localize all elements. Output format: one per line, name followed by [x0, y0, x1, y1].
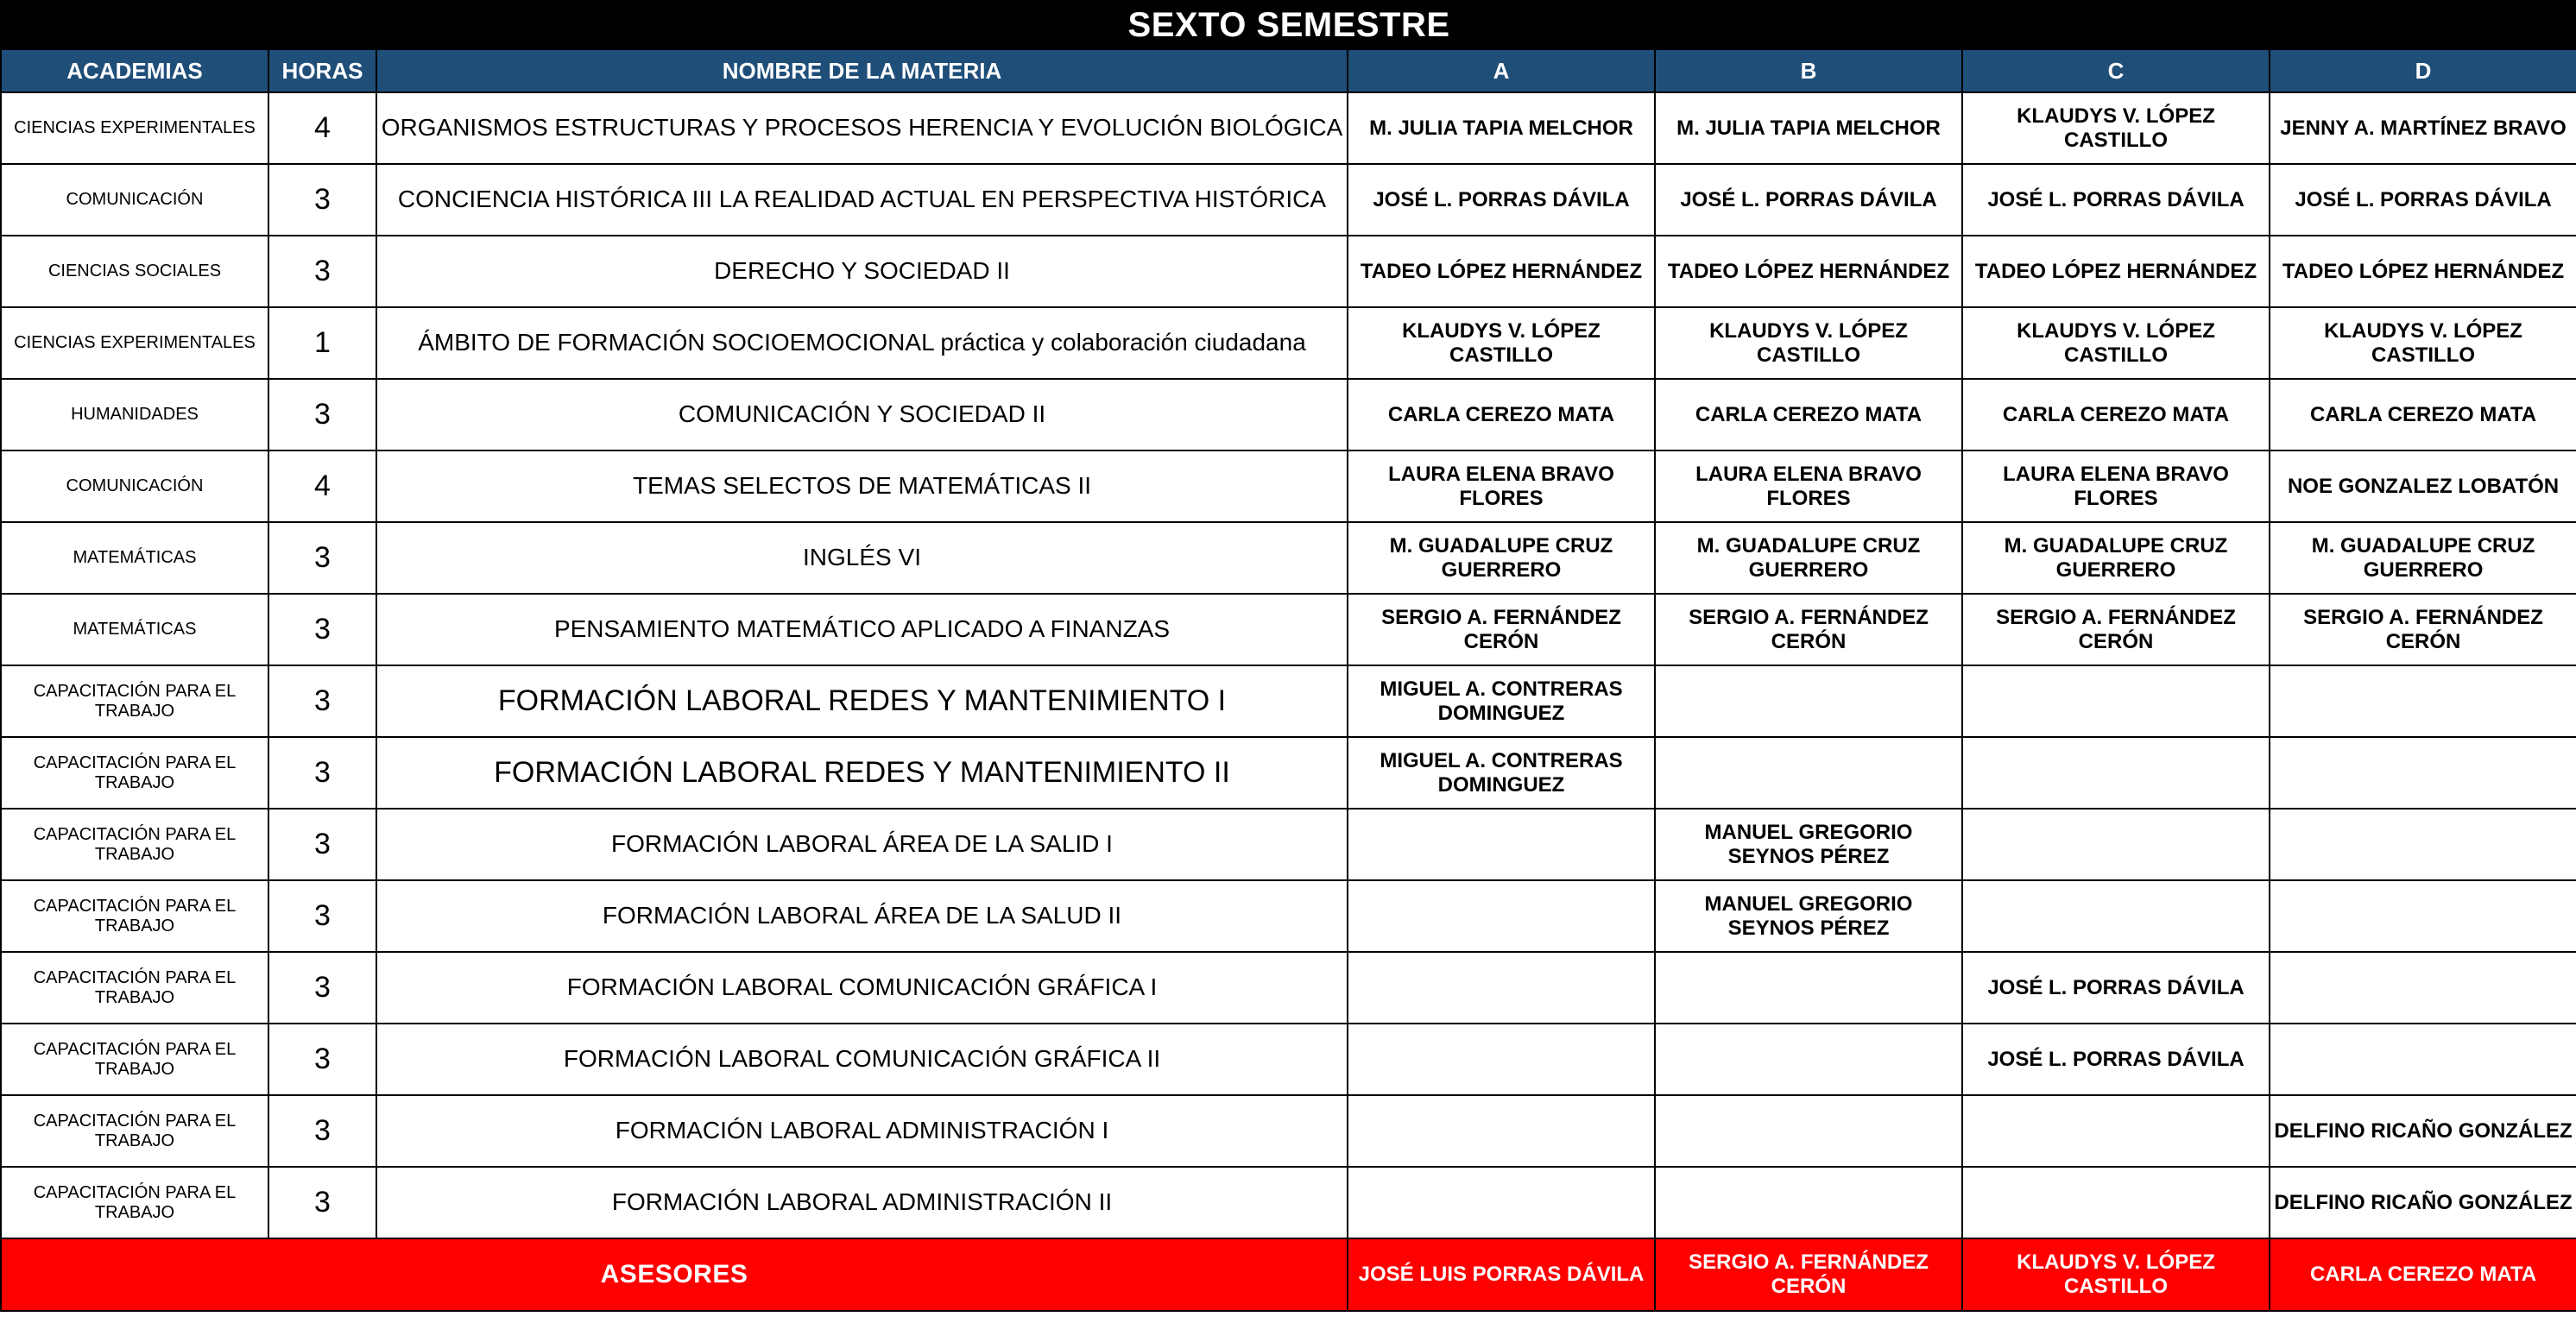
- cell-academia: CIENCIAS SOCIALES: [1, 236, 268, 307]
- table-row: [1, 522, 2576, 594]
- cell-academia: MATEMÁTICAS: [1, 594, 268, 665]
- cell-teacher-d: CARLA CEREZO MATA: [2270, 379, 2576, 450]
- cell-teacher-d: JOSÉ L. PORRAS DÁVILA: [2270, 164, 2576, 236]
- asesores-row: [1, 1238, 2576, 1311]
- cell-horas: 3: [268, 1024, 376, 1095]
- column-header-materia: NOMBRE DE LA MATERIA: [376, 49, 1348, 92]
- table-row: [1, 92, 2576, 164]
- cell-horas: 4: [268, 450, 376, 522]
- cell-horas: 4: [268, 92, 376, 164]
- cell-teacher-d: DELFINO RICAÑO GONZÁLEZ: [2270, 1095, 2576, 1167]
- cell-teacher-b: SERGIO A. FERNÁNDEZ CERÓN: [1655, 594, 1962, 665]
- cell-academia: COMUNICACIÓN: [1, 164, 268, 236]
- cell-teacher-a: MIGUEL A. CONTRERAS DOMINGUEZ: [1348, 665, 1655, 737]
- cell-academia: MATEMÁTICAS: [1, 522, 268, 594]
- cell-teacher-b: KLAUDYS V. LÓPEZ CASTILLO: [1655, 307, 1962, 379]
- cell-materia: FORMACIÓN LABORAL REDES Y MANTENIMIENTO II: [376, 737, 1348, 809]
- cell-teacher-b: MANUEL GREGORIO SEYNOS PÉREZ: [1655, 880, 1962, 952]
- cell-teacher-b: [1655, 665, 1962, 737]
- cell-academia: CAPACITACIÓN PARA EL TRABAJO: [1, 1095, 268, 1167]
- table-row: [1, 379, 2576, 450]
- cell-teacher-c: [1962, 880, 2270, 952]
- cell-teacher-a: LAURA ELENA BRAVO FLORES: [1348, 450, 1655, 522]
- cell-teacher-a: [1348, 880, 1655, 952]
- cell-academia: CIENCIAS EXPERIMENTALES: [1, 92, 268, 164]
- cell-teacher-c: JOSÉ L. PORRAS DÁVILA: [1962, 952, 2270, 1024]
- cell-teacher-c: [1962, 1167, 2270, 1238]
- table-row: [1, 880, 2576, 952]
- table-row: [1, 1095, 2576, 1167]
- asesor-grupo-d: CARLA CEREZO MATA: [2270, 1238, 2576, 1311]
- cell-teacher-a: [1348, 1095, 1655, 1167]
- column-header-grupo-a: A: [1348, 49, 1655, 92]
- cell-teacher-c: LAURA ELENA BRAVO FLORES: [1962, 450, 2270, 522]
- asesor-grupo-a: JOSÉ LUIS PORRAS DÁVILA: [1348, 1238, 1655, 1311]
- cell-horas: 3: [268, 1167, 376, 1238]
- asesores-label: ASESORES: [1, 1238, 1348, 1311]
- cell-teacher-c: KLAUDYS V. LÓPEZ CASTILLO: [1962, 92, 2270, 164]
- cell-teacher-d: [2270, 880, 2576, 952]
- cell-horas: 3: [268, 809, 376, 880]
- column-header-grupo-c: C: [1962, 49, 2270, 92]
- cell-materia: FORMACIÓN LABORAL ÁREA DE LA SALID I: [376, 809, 1348, 880]
- cell-academia: CAPACITACIÓN PARA EL TRABAJO: [1, 1167, 268, 1238]
- cell-teacher-c: [1962, 809, 2270, 880]
- cell-horas: 3: [268, 522, 376, 594]
- cell-materia: TEMAS SELECTOS DE MATEMÁTICAS II: [376, 450, 1348, 522]
- cell-teacher-a: M. GUADALUPE CRUZ GUERRERO: [1348, 522, 1655, 594]
- cell-teacher-b: [1655, 1095, 1962, 1167]
- cell-materia: PENSAMIENTO MATEMÁTICO APLICADO A FINANZAS: [376, 594, 1348, 665]
- cell-teacher-c: KLAUDYS V. LÓPEZ CASTILLO: [1962, 307, 2270, 379]
- cell-teacher-b: [1655, 1024, 1962, 1095]
- asesor-grupo-b: SERGIO A. FERNÁNDEZ CERÓN: [1655, 1238, 1962, 1311]
- cell-materia: INGLÉS VI: [376, 522, 1348, 594]
- cell-teacher-a: TADEO LÓPEZ HERNÁNDEZ: [1348, 236, 1655, 307]
- cell-teacher-b: CARLA CEREZO MATA: [1655, 379, 1962, 450]
- cell-teacher-b: [1655, 737, 1962, 809]
- cell-teacher-b: M. JULIA TAPIA MELCHOR: [1655, 92, 1962, 164]
- cell-teacher-a: JOSÉ L. PORRAS DÁVILA: [1348, 164, 1655, 236]
- cell-teacher-a: [1348, 952, 1655, 1024]
- table-row: [1, 952, 2576, 1024]
- cell-teacher-a: M. JULIA TAPIA MELCHOR: [1348, 92, 1655, 164]
- table-row: [1, 809, 2576, 880]
- cell-teacher-c: JOSÉ L. PORRAS DÁVILA: [1962, 164, 2270, 236]
- cell-materia: FORMACIÓN LABORAL COMUNICACIÓN GRÁFICA I: [376, 952, 1348, 1024]
- cell-teacher-b: M. GUADALUPE CRUZ GUERRERO: [1655, 522, 1962, 594]
- cell-horas: 3: [268, 164, 376, 236]
- cell-materia: ÁMBITO DE FORMACIÓN SOCIOEMOCIONAL práctica y colaboración ciudadana: [376, 307, 1348, 379]
- cell-horas: 3: [268, 594, 376, 665]
- cell-teacher-d: M. GUADALUPE CRUZ GUERRERO: [2270, 522, 2576, 594]
- cell-teacher-a: [1348, 1024, 1655, 1095]
- cell-teacher-c: [1962, 665, 2270, 737]
- schedule-body: [1, 92, 2576, 1238]
- cell-teacher-d: JENNY A. MARTÍNEZ BRAVO: [2270, 92, 2576, 164]
- table-row: [1, 236, 2576, 307]
- cell-materia: FORMACIÓN LABORAL COMUNICACIÓN GRÁFICA II: [376, 1024, 1348, 1095]
- column-header-horas: HORAS: [268, 49, 376, 92]
- cell-teacher-c: JOSÉ L. PORRAS DÁVILA: [1962, 1024, 2270, 1095]
- column-header-grupo-d: D: [2270, 49, 2576, 92]
- table-row: [1, 594, 2576, 665]
- cell-teacher-d: [2270, 809, 2576, 880]
- cell-teacher-a: [1348, 1167, 1655, 1238]
- cell-materia: FORMACIÓN LABORAL ÁREA DE LA SALUD II: [376, 880, 1348, 952]
- column-header-academias: ACADEMIAS: [1, 49, 268, 92]
- table-row: [1, 665, 2576, 737]
- document-title-row: [1, 1, 2576, 49]
- cell-horas: 3: [268, 665, 376, 737]
- cell-teacher-d: [2270, 1024, 2576, 1095]
- cell-materia: FORMACIÓN LABORAL ADMINISTRACIÓN II: [376, 1167, 1348, 1238]
- cell-materia: CONCIENCIA HISTÓRICA III LA REALIDAD ACTUAL EN PERSPECTIVA HISTÓRICA: [376, 164, 1348, 236]
- cell-teacher-b: MANUEL GREGORIO SEYNOS PÉREZ: [1655, 809, 1962, 880]
- cell-teacher-a: [1348, 809, 1655, 880]
- cell-teacher-d: [2270, 665, 2576, 737]
- cell-teacher-d: [2270, 737, 2576, 809]
- cell-teacher-b: [1655, 952, 1962, 1024]
- cell-teacher-c: SERGIO A. FERNÁNDEZ CERÓN: [1962, 594, 2270, 665]
- cell-academia: HUMANIDADES: [1, 379, 268, 450]
- cell-teacher-a: MIGUEL A. CONTRERAS DOMINGUEZ: [1348, 737, 1655, 809]
- cell-teacher-d: TADEO LÓPEZ HERNÁNDEZ: [2270, 236, 2576, 307]
- cell-materia: FORMACIÓN LABORAL REDES Y MANTENIMIENTO I: [376, 665, 1348, 737]
- cell-academia: CAPACITACIÓN PARA EL TRABAJO: [1, 665, 268, 737]
- cell-teacher-d: [2270, 952, 2576, 1024]
- table-row: [1, 450, 2576, 522]
- cell-teacher-a: KLAUDYS V. LÓPEZ CASTILLO: [1348, 307, 1655, 379]
- cell-teacher-c: [1962, 737, 2270, 809]
- table-row: [1, 307, 2576, 379]
- cell-materia: DERECHO Y SOCIEDAD II: [376, 236, 1348, 307]
- table-row: [1, 1024, 2576, 1095]
- cell-horas: 3: [268, 952, 376, 1024]
- cell-academia: CAPACITACIÓN PARA EL TRABAJO: [1, 737, 268, 809]
- table-row: [1, 737, 2576, 809]
- cell-teacher-d: DELFINO RICAÑO GONZÁLEZ: [2270, 1167, 2576, 1238]
- cell-academia: CIENCIAS EXPERIMENTALES: [1, 307, 268, 379]
- column-header-grupo-b: B: [1655, 49, 1962, 92]
- cell-horas: 1: [268, 307, 376, 379]
- cell-teacher-c: M. GUADALUPE CRUZ GUERRERO: [1962, 522, 2270, 594]
- page-title: SEXTO SEMESTRE: [1, 1, 2576, 49]
- cell-teacher-c: [1962, 1095, 2270, 1167]
- cell-teacher-d: NOE GONZALEZ LOBATÓN: [2270, 450, 2576, 522]
- cell-academia: COMUNICACIÓN: [1, 450, 268, 522]
- cell-academia: CAPACITACIÓN PARA EL TRABAJO: [1, 809, 268, 880]
- cell-materia: COMUNICACIÓN Y SOCIEDAD II: [376, 379, 1348, 450]
- table-row: [1, 164, 2576, 236]
- cell-horas: 3: [268, 236, 376, 307]
- cell-academia: CAPACITACIÓN PARA EL TRABAJO: [1, 952, 268, 1024]
- cell-teacher-d: KLAUDYS V. LÓPEZ CASTILLO: [2270, 307, 2576, 379]
- cell-teacher-b: [1655, 1167, 1962, 1238]
- cell-teacher-a: CARLA CEREZO MATA: [1348, 379, 1655, 450]
- cell-materia: ORGANISMOS ESTRUCTURAS Y PROCESOS HERENCIA Y EVOLUCIÓN BIOLÓGICA: [376, 92, 1348, 164]
- cell-horas: 3: [268, 880, 376, 952]
- asesor-grupo-c: KLAUDYS V. LÓPEZ CASTILLO: [1962, 1238, 2270, 1311]
- table-header-row: [1, 49, 2576, 92]
- cell-teacher-b: JOSÉ L. PORRAS DÁVILA: [1655, 164, 1962, 236]
- cell-horas: 3: [268, 379, 376, 450]
- cell-materia: FORMACIÓN LABORAL ADMINISTRACIÓN I: [376, 1095, 1348, 1167]
- cell-teacher-d: SERGIO A. FERNÁNDEZ CERÓN: [2270, 594, 2576, 665]
- cell-teacher-c: TADEO LÓPEZ HERNÁNDEZ: [1962, 236, 2270, 307]
- cell-horas: 3: [268, 1095, 376, 1167]
- cell-teacher-c: CARLA CEREZO MATA: [1962, 379, 2270, 450]
- cell-academia: CAPACITACIÓN PARA EL TRABAJO: [1, 1024, 268, 1095]
- table-row: [1, 1167, 2576, 1238]
- cell-teacher-b: TADEO LÓPEZ HERNÁNDEZ: [1655, 236, 1962, 307]
- cell-horas: 3: [268, 737, 376, 809]
- cell-academia: CAPACITACIÓN PARA EL TRABAJO: [1, 880, 268, 952]
- cell-teacher-a: SERGIO A. FERNÁNDEZ CERÓN: [1348, 594, 1655, 665]
- cell-teacher-b: LAURA ELENA BRAVO FLORES: [1655, 450, 1962, 522]
